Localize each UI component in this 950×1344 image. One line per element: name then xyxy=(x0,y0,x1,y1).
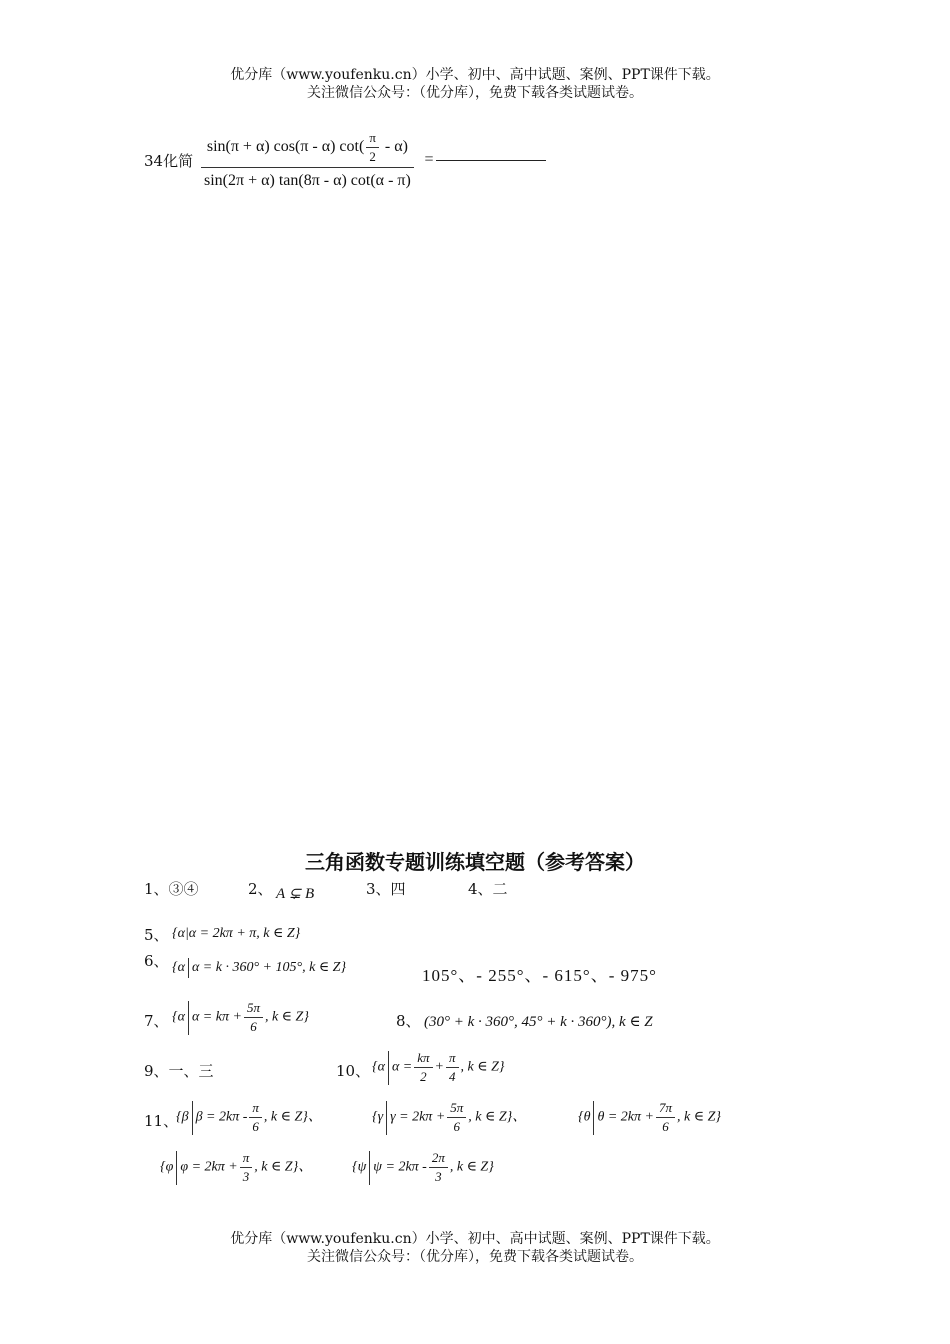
answer-7-pre: {α xyxy=(172,1009,185,1025)
answer-4: 4、二 xyxy=(468,880,508,898)
answer-6-expr xyxy=(172,958,346,978)
answer-11-set-theta xyxy=(578,1100,721,1135)
answer-10-frac-1-den: 2 xyxy=(420,1069,427,1084)
answer-6-pre: {α xyxy=(172,960,185,976)
answer-11-beta-post: , k ∈ Z}、 xyxy=(263,1109,322,1125)
q34-fraction xyxy=(198,130,546,190)
answer-5-label: 5、 xyxy=(144,926,169,944)
answer-10-plus: + xyxy=(434,1059,444,1075)
answer-11-set-psi xyxy=(352,1150,494,1185)
answer-11-theta-pre: {θ xyxy=(578,1109,591,1125)
answer-9: 9、一、三 xyxy=(144,1062,214,1080)
answer-7-frac-num: 5π xyxy=(244,1000,263,1018)
answer-11-phi-pre: {φ xyxy=(160,1159,174,1175)
answer-7-frac-den: 6 xyxy=(250,1019,257,1034)
answer-11-psi-frac xyxy=(429,1150,448,1185)
answer-1: 1、③④ xyxy=(144,880,199,898)
answer-11-psi-mid: ψ = 2kπ - xyxy=(373,1159,427,1175)
answer-11-theta-bar xyxy=(593,1101,594,1135)
page-footer xyxy=(0,1230,950,1266)
page-header xyxy=(0,66,950,102)
answer-8-label: 8、 xyxy=(396,1012,421,1030)
answer-11-psi-pre: {ψ xyxy=(352,1159,367,1175)
answer-7-mid: α = kπ + xyxy=(191,1009,242,1025)
answer-11-phi-post: , k ∈ Z}、 xyxy=(254,1159,313,1175)
answer-11-beta-bar xyxy=(192,1101,193,1135)
answer-10-mid: α = xyxy=(391,1059,413,1075)
answer-11-theta-den: 6 xyxy=(662,1119,669,1134)
answer-11-theta-num: 7π xyxy=(656,1100,675,1118)
answer-11-phi-bar xyxy=(176,1151,177,1185)
answer-10-frac-2-num: π xyxy=(446,1050,459,1068)
answer-10-frac-1 xyxy=(414,1050,432,1085)
header-line-1: 优分库（www.youfenku.cn）小学、初中、高中试题、案例、PPT课件下载。 xyxy=(230,67,720,83)
answer-2-label: 2、 xyxy=(248,880,273,898)
answer-11-phi-num: π xyxy=(240,1150,253,1168)
answer-6-values: 105°、- 255°、- 615°、- 975° xyxy=(422,966,657,985)
answer-7-expr xyxy=(172,1000,309,1035)
answer-11-gamma-pre: {γ xyxy=(372,1109,384,1125)
answer-11-theta-mid: θ = 2kπ + xyxy=(597,1109,654,1125)
answer-11-psi-num: 2π xyxy=(429,1150,448,1168)
answer-7-frac xyxy=(244,1000,263,1035)
answer-11-beta-mid: β = 2kπ - xyxy=(195,1109,248,1125)
answer-10-pre: {α xyxy=(372,1059,385,1075)
footer-line-1: 优分库（www.youfenku.cn）小学、初中、高中试题、案例、PPT课件下载。 xyxy=(230,1231,720,1247)
q34-label: 34化简 xyxy=(144,152,194,170)
answer-11-gamma-mid: γ = 2kπ + xyxy=(390,1109,446,1125)
answer-10-frac-1-num: kπ xyxy=(414,1050,432,1068)
answer-8-expr: (30° + k · 360°, 45° + k · 360°), k ∈ Z xyxy=(424,1014,653,1030)
answer-10-expr xyxy=(372,1050,504,1085)
answer-11-phi-den: 3 xyxy=(242,1169,250,1184)
answer-7-post: , k ∈ Z} xyxy=(264,1009,309,1025)
q34-answer-blank xyxy=(436,160,546,161)
q34-pi: π xyxy=(366,130,379,148)
answer-11-set-gamma xyxy=(372,1100,526,1135)
answer-6-label: 6、 xyxy=(144,952,169,970)
answers-title: 三角函数专题训练填空题（参考答案） xyxy=(305,850,645,874)
answer-11-gamma-bar xyxy=(386,1101,387,1135)
answer-11-set-beta xyxy=(176,1100,322,1135)
q34-pi-half xyxy=(366,130,379,165)
answer-11-gamma-num: 5π xyxy=(447,1100,466,1118)
answer-11-psi-bar xyxy=(369,1151,370,1185)
answer-10-label: 10、 xyxy=(336,1062,371,1080)
q34-denominator: sin(2π + α) tan(8π - α) cot(α - π) xyxy=(204,172,411,189)
answer-5-expr: {α|α = 2kπ + π, k ∈ Z} xyxy=(172,926,301,941)
answer-11-psi-post: , k ∈ Z} xyxy=(449,1159,494,1175)
footer-line-2: 关注微信公众号：（优分库），免费下载各类试题试卷。 xyxy=(307,1249,643,1265)
answer-11-phi-mid: φ = 2kπ + xyxy=(180,1159,238,1175)
answer-2-expr: A ⊊ B xyxy=(276,886,315,902)
answer-11-psi-den: 3 xyxy=(435,1169,442,1184)
answer-11-beta-num: π xyxy=(249,1100,262,1118)
answer-11-gamma-post: , k ∈ Z}、 xyxy=(468,1109,527,1125)
answer-11-beta-frac xyxy=(249,1100,262,1135)
answer-11-theta-post: , k ∈ Z} xyxy=(677,1109,721,1125)
q34-num-part-a: sin(π + α) cos(π - α) cot( xyxy=(206,138,365,156)
answer-11-theta-frac xyxy=(656,1100,675,1135)
answer-3: 3、四 xyxy=(366,880,406,898)
answer-11-set-phi xyxy=(160,1150,312,1185)
answer-11-gamma-den: 6 xyxy=(453,1119,461,1134)
answer-11-beta-den: 6 xyxy=(252,1119,259,1134)
answer-6-post: α = k · 360° + 105°, k ∈ Z} xyxy=(191,960,347,976)
q34-equals: = xyxy=(424,151,434,168)
answer-10-post: , k ∈ Z} xyxy=(460,1059,505,1075)
answer-11-label: 11、 xyxy=(144,1112,179,1130)
answer-7-bar xyxy=(188,1001,189,1035)
q34-two: 2 xyxy=(369,149,376,164)
answer-11-beta-pre: {β xyxy=(176,1109,189,1125)
q34-num-part-b: - α) xyxy=(380,138,408,156)
header-line-2: 关注微信公众号：（优分库），免费下载各类试题试卷。 xyxy=(307,85,643,101)
answer-11-phi-frac xyxy=(240,1150,253,1185)
answer-10-frac-2 xyxy=(446,1050,459,1085)
answer-10-frac-2-den: 4 xyxy=(449,1069,456,1084)
answer-6-bar xyxy=(188,958,189,978)
q34-numerator xyxy=(201,130,414,168)
answer-7-label: 7、 xyxy=(144,1012,169,1030)
answer-11-gamma-frac xyxy=(447,1100,466,1135)
answer-10-bar xyxy=(388,1051,389,1085)
